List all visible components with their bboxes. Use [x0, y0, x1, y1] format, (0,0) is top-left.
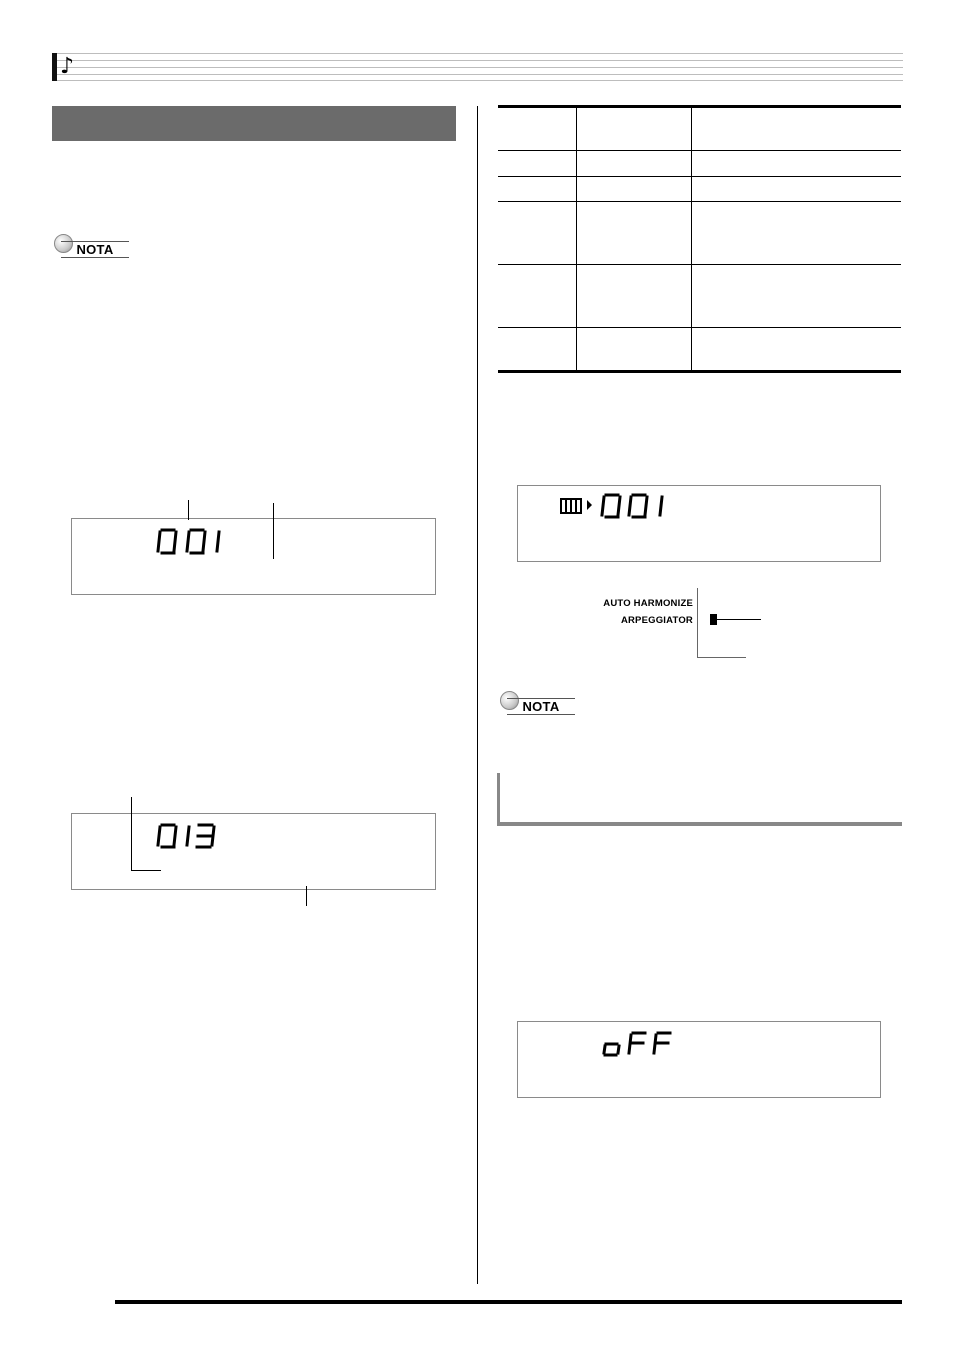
lcd-digits	[518, 1022, 882, 1099]
lcd-digits	[72, 814, 437, 891]
indicator-label-auto-harmonize: AUTO HARMONIZE	[603, 598, 693, 609]
callout-line	[273, 503, 274, 559]
panel-bracket	[697, 588, 698, 658]
note-label: NOTA	[61, 241, 129, 258]
lcd-display-off	[517, 1021, 881, 1098]
keyboard-icon	[561, 499, 581, 513]
note-badge	[54, 234, 132, 256]
column-divider	[477, 106, 478, 1284]
section-heading-box	[497, 773, 902, 826]
callout-line	[131, 870, 161, 871]
lcd-digits	[518, 486, 882, 563]
note-label: NOTA	[507, 698, 575, 715]
lcd-display-arpeggio	[517, 485, 881, 562]
section-header-bar	[52, 106, 456, 141]
callout-line	[131, 797, 132, 871]
indicator-label-arpeggiator: ARPEGGIATOR	[620, 615, 693, 626]
indicator-marker	[710, 614, 717, 625]
note-badge	[500, 691, 578, 713]
callout-line	[717, 619, 761, 620]
staff-header	[52, 53, 903, 81]
callout-line	[188, 500, 189, 520]
callout-line	[306, 886, 307, 906]
staff-bar	[52, 53, 57, 81]
settings-table	[498, 105, 901, 373]
lcd-digits	[72, 519, 437, 596]
panel-bracket	[697, 657, 746, 658]
eighth-note-icon: ♪	[60, 54, 75, 79]
lcd-display-number	[71, 813, 436, 890]
lcd-display-tone	[71, 518, 436, 595]
triangle-right-icon	[587, 500, 592, 510]
footer-rule	[115, 1300, 902, 1304]
